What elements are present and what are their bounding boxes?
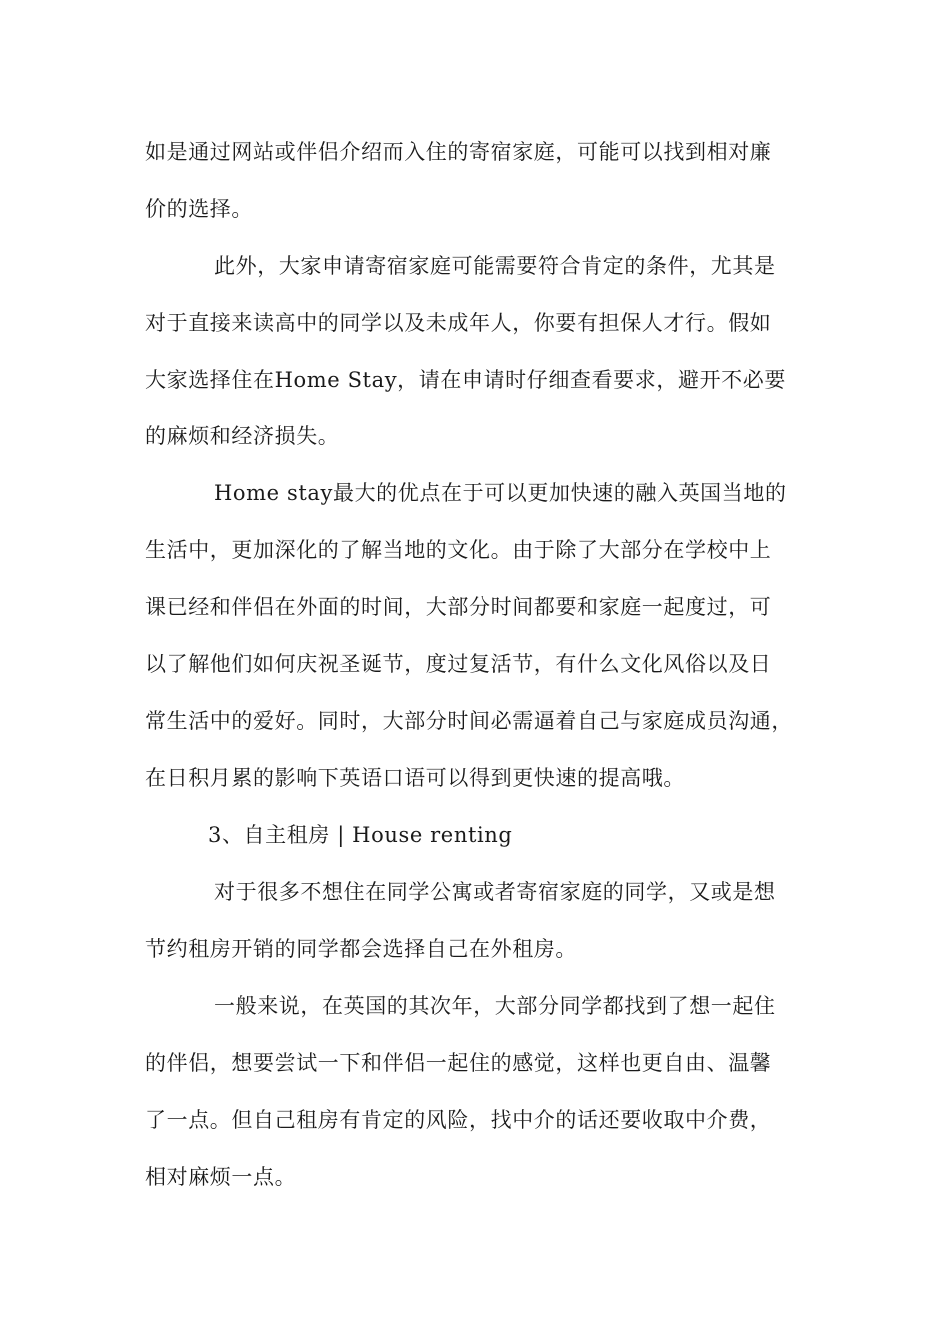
text-line: 以了解他们如何庆祝圣诞节，度过复活节，有什么文化风俗以及日 (145, 652, 772, 676)
text-line: 了一点。但自己租房有肯定的风险，找中介的话还要收取中介费， (145, 1108, 772, 1132)
text-line: 对于直接来读高中的同学以及未成年人，你要有担保人才行。假如 (145, 311, 772, 335)
text-line: 大家选择住在Home Stay，请在申请时仔细查看要求，避开不必要 (145, 368, 786, 392)
paragraph-start-line: 一般来说，在英国的其次年，大部分同学都找到了想一起住 (214, 994, 776, 1018)
paragraph-start-line: 对于很多不想住在同学公寓或者寄宿家庭的同学，又或是想 (214, 880, 776, 904)
section-heading: 3、自主租房 | House renting (208, 823, 513, 847)
text-line: 在日积月累的影响下英语口语可以得到更快速的提高哦。 (145, 766, 685, 790)
text-line: 节约租房开销的同学都会选择自己在外租房。 (145, 937, 577, 961)
text-line: 相对麻烦一点。 (145, 1165, 297, 1189)
paragraph-start-line: 此外，大家申请寄宿家庭可能需要符合肯定的条件，尤其是 (214, 254, 776, 278)
text-line: 价的选择。 (145, 197, 253, 221)
text-line: 常生活中的爱好。同时，大部分时间必需逼着自己与家庭成员沟通， (145, 709, 793, 733)
text-line: 课已经和伴侣在外面的时间，大部分时间都要和家庭一起度过，可 (145, 595, 772, 619)
text-line: 生活中，更加深化的了解当地的文化。由于除了大部分在学校中上 (145, 538, 772, 562)
text-line: 如是通过网站或伴侣介绍而入住的寄宿家庭，可能可以找到相对廉 (145, 140, 772, 164)
text-line: 的麻烦和经济损失。 (145, 424, 340, 448)
text-line: 的伴侣，想要尝试一下和伴侣一起住的感觉，这样也更自由、温馨 (145, 1051, 772, 1075)
paragraph-start-line: Home stay最大的优点在于可以更加快速的融入英国当地的 (214, 481, 787, 505)
